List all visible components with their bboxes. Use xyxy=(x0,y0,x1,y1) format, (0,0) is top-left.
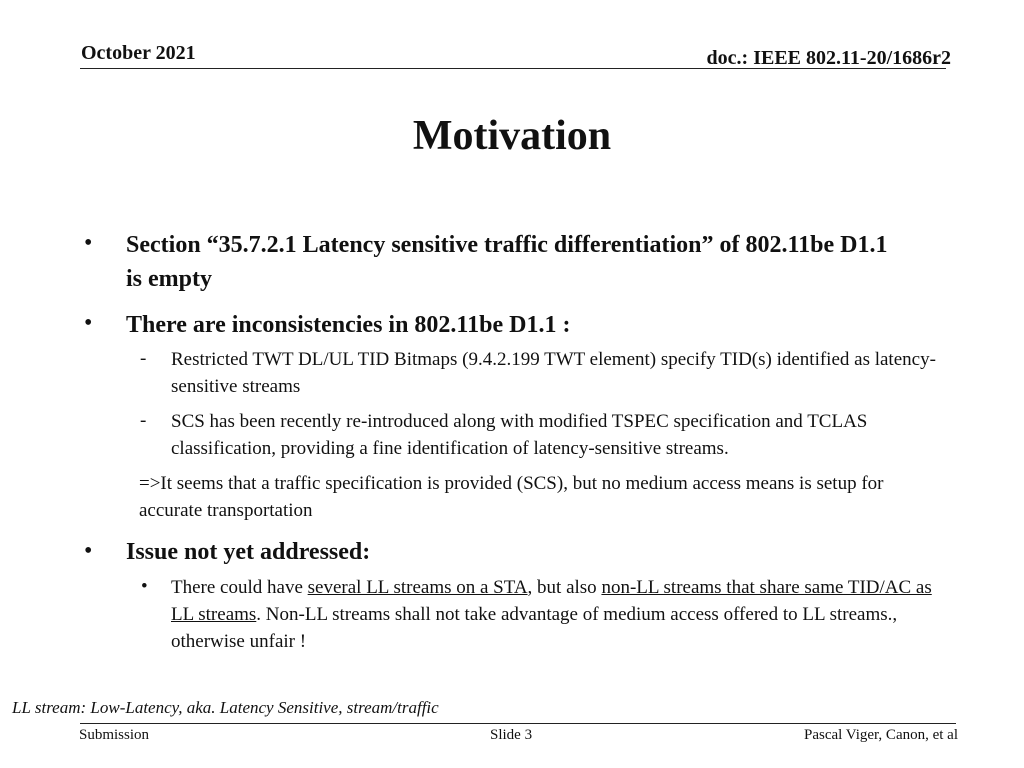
footer-divider xyxy=(80,723,956,724)
bullet-icon: • xyxy=(84,310,93,336)
slide-title: Motivation xyxy=(412,113,612,159)
bullet-inconsistencies: There are inconsistencies in 802.11be D1.1 : xyxy=(126,312,571,338)
header-doc-id: doc.: IEEE 802.11-20/1686r2 xyxy=(706,47,951,69)
bullet-icon: • xyxy=(84,538,93,564)
underlined-phrase: non-LL streams that share same TID/AC as LL streams xyxy=(171,577,932,625)
bullet-icon: • xyxy=(84,230,93,256)
bullet-issue: Issue not yet addressed: xyxy=(126,539,371,565)
footer-submission: Submission xyxy=(79,727,150,743)
sub-bullet-ll-streams xyxy=(171,574,941,655)
footnote: LL stream: Low-Latency, aka. Latency Sensitive, stream/traffic xyxy=(12,698,439,717)
header-divider xyxy=(80,68,946,69)
sub-bullet-scs: SCS has been recently re-introduced along with modified TSPEC specification and TCLAS classification, providing a fine identification of latency-sensitive streams. xyxy=(171,411,868,459)
sub-text: , but also xyxy=(527,577,602,598)
dash-icon: - xyxy=(140,410,147,431)
bullet-section-empty: Section “35.7.2.1 Latency sensitive traffic differentiation” of 802.11be D1.1 is empty xyxy=(126,232,888,292)
footer-authors: Pascal Viger, Canon, et al xyxy=(803,727,958,743)
dash-icon: - xyxy=(140,348,147,369)
conclusion-note: =>It seems that a traffic specification is provided (SCS), but no medium access means is setup for accurate transportation xyxy=(139,473,884,521)
bullet-icon: • xyxy=(141,576,148,597)
sub-text: There could have xyxy=(171,577,308,598)
header-date: October 2021 xyxy=(81,42,196,64)
underlined-phrase: several LL streams on a STA xyxy=(307,577,528,598)
sub-text: . Non-LL streams shall not take advantage of medium access offered to LL streams., otherwise unfair ! xyxy=(171,604,898,652)
footer-slide-number: Slide 3 xyxy=(490,727,533,743)
sub-bullet-twt: Restricted TWT DL/UL TID Bitmaps (9.4.2.199 TWT element) specify TID(s) identified as latency-sensitive streams xyxy=(171,349,936,397)
